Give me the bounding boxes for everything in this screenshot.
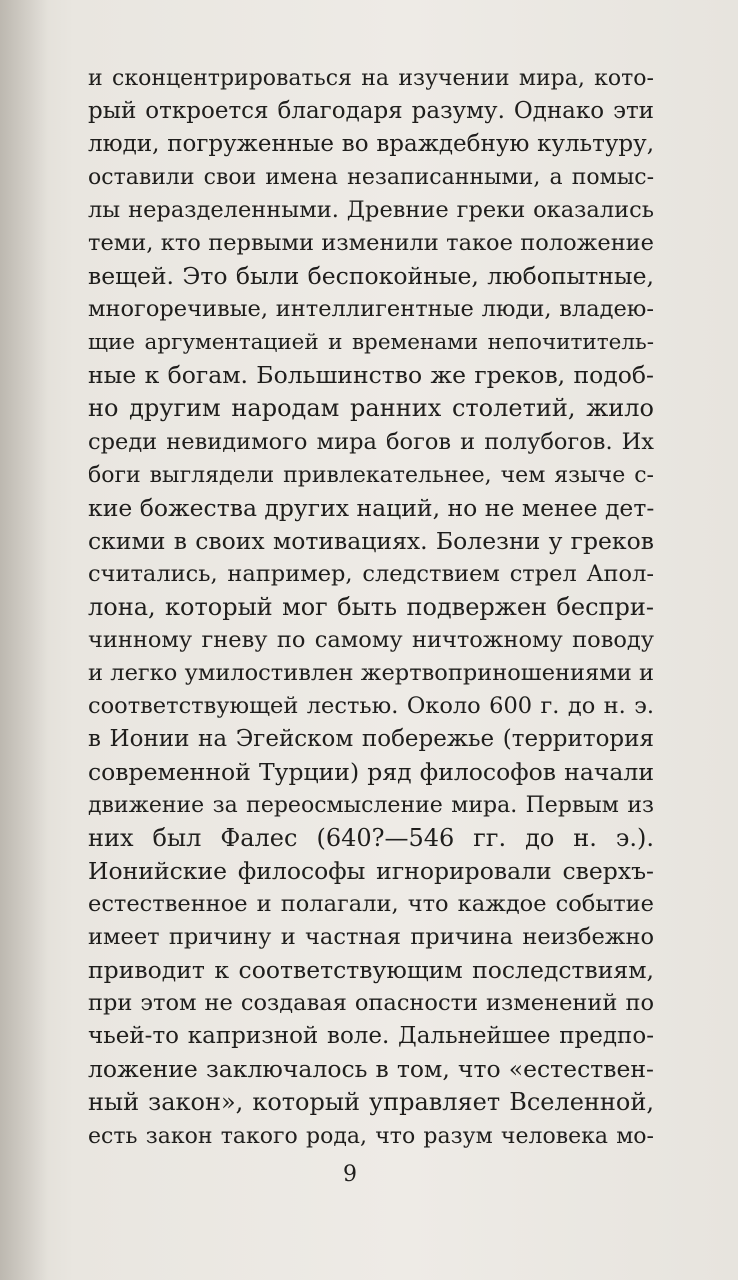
page-number: 9 (343, 1162, 357, 1187)
text-line: имеет причину и частная причина неизбежно (88, 924, 654, 951)
text-line: оставили свои имена незаписанными, а помыс- (88, 165, 654, 191)
text-line: рый откроется благодаря разуму. Однако эти (88, 98, 654, 125)
text-line: среди невидимого мира богов и полубогов. Их (88, 428, 654, 455)
text-line: вещей. Это были беспокойные, любопытные, (88, 262, 654, 291)
body-text (88, 62, 654, 1153)
text-line: люди, погруженные во враждебную культуру, (88, 131, 654, 158)
text-line: лона, который мог быть подвержен беспри- (88, 592, 654, 621)
text-line: многоречивые, интеллигентные люди, владею- (88, 296, 654, 323)
text-line: при этом не создавая опасности изменений по (88, 990, 654, 1017)
text-line: и легко умилостивлен жертвоприношениями и (88, 659, 654, 686)
text-line: теми, кто первыми изменили такое положение (88, 230, 654, 257)
text-line: в Ионии на Эгейском побережье (территория (88, 725, 654, 752)
text-line: движение за переосмысление мира. Первым из (88, 793, 654, 819)
text-line: есть закон такого рода, что разум человека мо- (88, 1123, 654, 1149)
text-line: чьей-то капризной воле. Дальнейшее предпо- (88, 1023, 654, 1050)
text-line: щие аргументацией и временами непочититель- (88, 330, 654, 356)
text-line: кие божества других наций, но не менее дет- (88, 493, 654, 522)
text-line: соответствующей лестью. Около 600 г. до н. э. (88, 692, 654, 719)
text-line: и сконцентрироваться на изучении мира, кото- (88, 66, 654, 91)
text-line: современной Турции) ряд философов начали (88, 757, 654, 786)
text-line: ложение заключалось в том, что «естествен- (88, 1055, 654, 1084)
text-line: них был Фалес (640?—546 гг. до н. э.). (88, 824, 654, 853)
text-line: считались, например, следствием стрел Апол- (88, 560, 654, 587)
text-line: лы неразделенными. Древние греки оказались (88, 197, 654, 224)
text-line: приводит к соответствующим последствиям, (88, 956, 654, 985)
text-line: скими в своих мотивациях. Болезни у греков (88, 526, 654, 555)
text-line: естественное и полагали, что каждое событие (88, 891, 654, 918)
text-line: ные к богам. Большинство же греков, подоб- (88, 361, 654, 390)
text-line: ный закон», который управляет Вселенной, (88, 1088, 654, 1117)
text-line: чинному гневу по самому ничтожному поводу (88, 626, 654, 653)
spine-shadow (0, 0, 48, 1280)
text-line: Ионийские философы игнорировали сверхъ- (88, 857, 654, 886)
text-line: но другим народам ранних столетий, жило (88, 394, 654, 423)
text-line: боги выглядели привлекательнее, чем языче с- (88, 462, 654, 488)
